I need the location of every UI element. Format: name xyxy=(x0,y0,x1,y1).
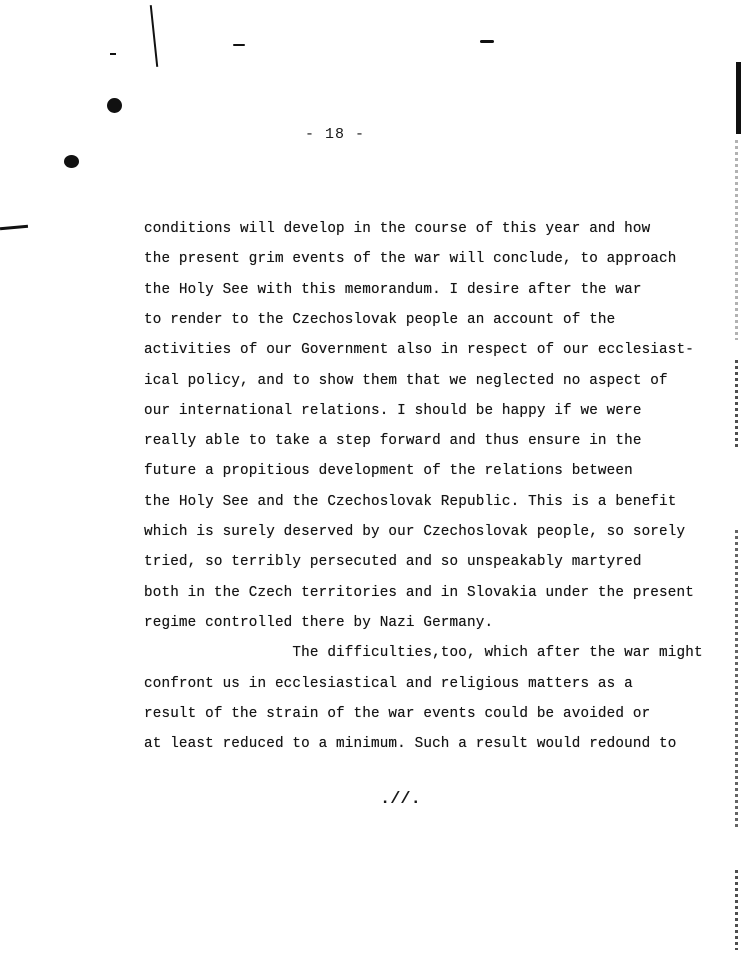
scan-edge-strip xyxy=(735,530,738,830)
text-line: the Holy See with this memorandum. I desire after the war xyxy=(144,281,642,298)
text-line: future a propitious development of the relations between xyxy=(144,463,633,480)
text-line: result of the strain of the war events could be avoided or xyxy=(144,705,651,722)
punch-hole-mark xyxy=(107,98,122,113)
text-line: tried, so terribly persecuted and so unspeakably martyred xyxy=(144,554,642,571)
text-line: both in the Czech territories and in Slovakia under the present xyxy=(144,584,694,601)
text-line: activities of our Government also in respect of our ecclesiast- xyxy=(144,342,694,359)
scan-mark-edge xyxy=(736,62,741,134)
text-line: which is surely deserved by our Czechoslovak people, so sorely xyxy=(144,524,686,540)
text-line: really able to take a step forward and thus ensure in the xyxy=(144,433,642,450)
scan-edge-strip xyxy=(735,870,738,950)
scan-mark-dash xyxy=(110,53,116,55)
text-line: The difficulties,too, which after the war might xyxy=(144,645,703,662)
text-line: the present grim events of the war will conclude, to approach xyxy=(144,251,677,268)
scan-edge-strip xyxy=(735,360,738,450)
text-line: to render to the Czechoslovak people an account of the xyxy=(144,311,616,328)
scan-edge-strip xyxy=(735,140,738,340)
text-line: regime controlled there by Nazi Germany. xyxy=(144,614,494,631)
scan-mark-edge xyxy=(0,225,28,230)
scan-mark-vertical xyxy=(150,5,158,67)
text-line: conditions will develop in the course of this year and how xyxy=(144,221,651,237)
continuation-mark: .//. xyxy=(380,790,421,809)
punch-hole-mark xyxy=(64,155,79,168)
text-line: ical policy, and to show them that we neglected no aspect of xyxy=(144,372,668,389)
page-number: - 18 - xyxy=(305,126,366,143)
text-line: the Holy See and the Czechoslovak Republic. This is a benefit xyxy=(144,493,677,510)
text-line: at least reduced to a minimum. Such a result would redound to xyxy=(144,736,677,753)
scan-mark-dash xyxy=(480,40,494,43)
text-line: our international relations. I should be happy if we were xyxy=(144,402,642,419)
text-line: confront us in ecclesiastical and religious matters as a xyxy=(144,675,633,692)
scan-mark-dash xyxy=(233,44,245,46)
